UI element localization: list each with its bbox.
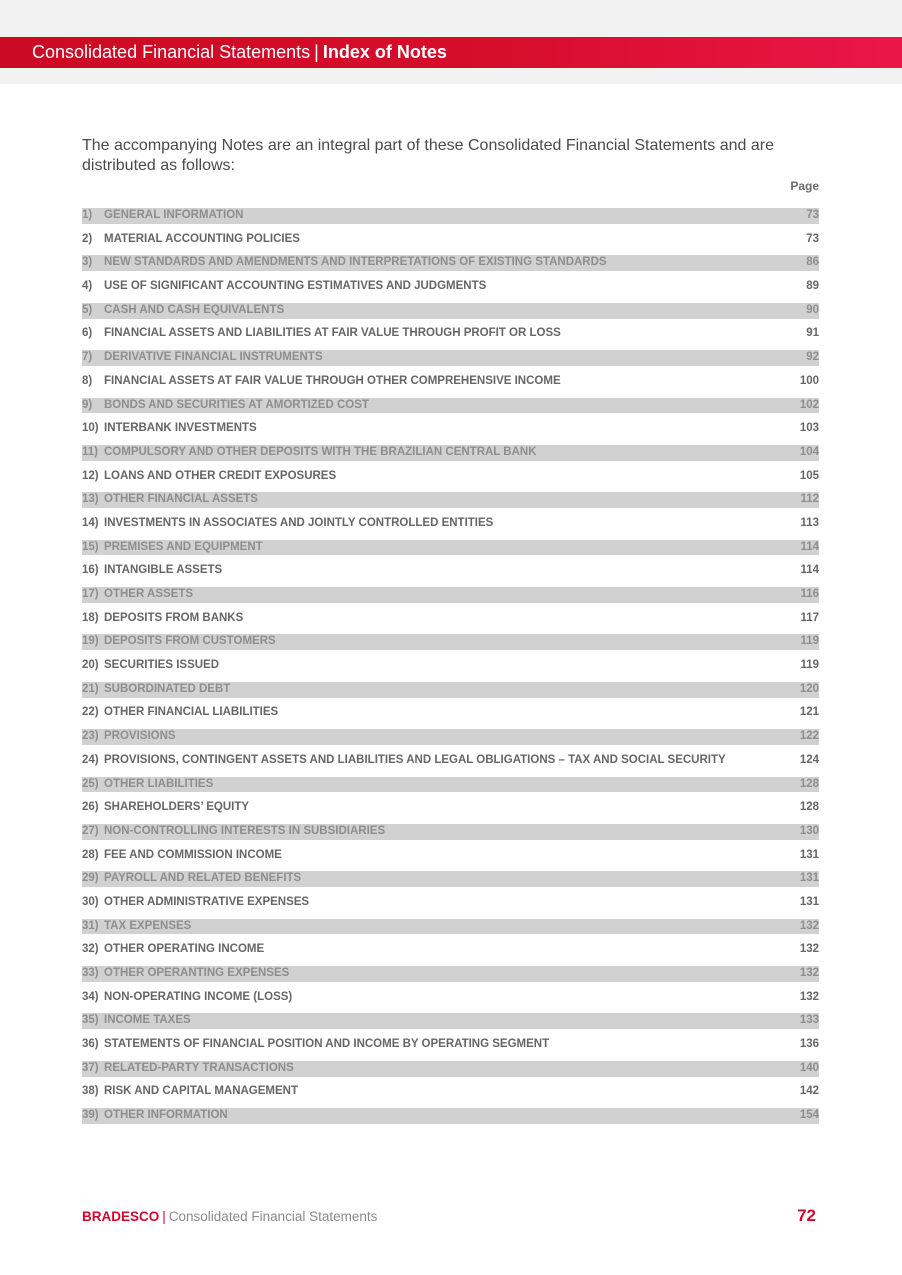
note-number: 13) [82, 493, 99, 506]
note-page: 116 [800, 588, 819, 600]
note-number: 30) [82, 895, 99, 908]
note-page: 132 [799, 967, 819, 979]
toc-row [82, 753, 819, 769]
note-title: MATERIAL ACCOUNTING POLICIES [104, 232, 300, 245]
note-number: 31) [82, 919, 99, 932]
note-title: NON-CONTROLLING INTERESTS IN SUBSIDIARIES [104, 824, 386, 837]
note-number: 17) [82, 588, 99, 600]
note-title: SECURITIES ISSUED [104, 659, 220, 672]
toc-row [82, 232, 819, 248]
note-number: 33) [82, 967, 99, 979]
note-page: 92 [806, 351, 819, 364]
note-title: INTANGIBLE ASSETS [104, 564, 223, 577]
note-number: 4) [82, 280, 93, 293]
toc-row [82, 492, 819, 508]
note-title: OTHER OPERATING INCOME [104, 943, 265, 956]
toc-row [82, 800, 819, 816]
toc-row [82, 705, 819, 721]
note-page: 128 [799, 777, 819, 790]
note-title: GENERAL INFORMATION [104, 209, 244, 221]
note-number: 34) [82, 990, 99, 1003]
note-title: DERIVATIVE FINANCIAL INSTRUMENTS [104, 351, 323, 364]
toc-row [82, 374, 819, 390]
note-title: PROVISIONS [104, 730, 176, 743]
note-title: OTHER LIABILITIES [104, 777, 214, 790]
toc-row [82, 777, 819, 793]
note-title: PREMISES AND EQUIPMENT [104, 540, 263, 553]
toc-row [82, 895, 819, 911]
toc-row [82, 208, 819, 224]
note-page: 104 [799, 445, 819, 458]
note-title: OTHER FINANCIAL LIABILITIES [104, 706, 279, 719]
toc-row [82, 421, 819, 437]
note-page: 105 [799, 469, 819, 482]
page-number: 72 [797, 1206, 816, 1225]
note-title: STATEMENTS OF FINANCIAL POSITION AND INCOME BY OPERATING SEGMENT [104, 1038, 550, 1051]
note-number: 35) [82, 1014, 99, 1027]
notes-index [82, 208, 819, 1132]
page-column-header: Page [790, 179, 819, 193]
note-title: PROVISIONS, CONTINGENT ASSETS AND LIABILITIES AND LEGAL OBLIGATIONS – TAX AND SOCIAL SECURITY [104, 753, 726, 766]
note-page: 86 [806, 256, 819, 269]
footer-separator: | [162, 1209, 166, 1224]
note-page: 89 [806, 280, 819, 293]
note-title: OTHER FINANCIAL ASSETS [104, 493, 258, 506]
note-page: 112 [800, 493, 819, 506]
note-page: 100 [799, 374, 819, 387]
note-page: 142 [799, 1085, 819, 1098]
note-number: 38) [82, 1085, 99, 1098]
toc-row [82, 1108, 819, 1124]
note-number: 16) [82, 564, 99, 577]
note-page: 73 [806, 209, 819, 221]
note-page: 113 [800, 516, 819, 529]
note-page: 119 [800, 659, 819, 672]
toc-row [82, 279, 819, 295]
note-page: 73 [806, 232, 819, 245]
note-title: INVESTMENTS IN ASSOCIATES AND JOINTLY CONTROLLED ENTITIES [104, 516, 494, 529]
note-page: 102 [799, 398, 819, 411]
note-number: 9) [82, 398, 93, 411]
toc-row [82, 1084, 819, 1100]
toc-row [82, 966, 819, 982]
note-title: SHAREHOLDERS’ EQUITY [104, 801, 250, 814]
note-page: 132 [799, 990, 819, 1003]
note-page: 114 [800, 540, 819, 553]
note-number: 1) [82, 209, 93, 221]
note-number: 22) [82, 706, 99, 719]
note-page: 90 [806, 303, 819, 316]
note-number: 15) [82, 540, 99, 553]
toc-row [82, 942, 819, 958]
toc-row [82, 303, 819, 319]
note-number: 39) [82, 1109, 99, 1122]
note-number: 23) [82, 730, 99, 743]
note-number: 21) [82, 682, 99, 695]
note-page: 132 [799, 943, 819, 956]
note-page: 119 [800, 635, 819, 648]
note-title: DEPOSITS FROM BANKS [104, 611, 244, 624]
note-number: 26) [82, 801, 99, 814]
toc-row [82, 398, 819, 414]
note-number: 28) [82, 848, 99, 861]
toc-row [82, 587, 819, 603]
note-title: PAYROLL AND RELATED BENEFITS [104, 872, 302, 885]
note-page: 122 [799, 730, 819, 743]
toc-row [82, 445, 819, 461]
note-page: 132 [799, 919, 819, 932]
note-page: 114 [800, 564, 819, 577]
note-number: 7) [82, 351, 93, 364]
toc-row [82, 1037, 819, 1053]
toc-row [82, 1061, 819, 1077]
note-page: 128 [799, 801, 819, 814]
toc-row [82, 563, 819, 579]
toc-row [82, 658, 819, 674]
note-number: 25) [82, 777, 99, 790]
note-title: CASH AND CASH EQUIVALENTS [104, 303, 285, 316]
note-page: 117 [800, 611, 819, 624]
note-page: 133 [799, 1014, 819, 1027]
note-title: FINANCIAL ASSETS AT FAIR VALUE THROUGH OTHER COMPREHENSIVE INCOME [104, 374, 561, 387]
note-number: 2) [82, 232, 93, 245]
note-title: FINANCIAL ASSETS AND LIABILITIES AT FAIR VALUE THROUGH PROFIT OR LOSS [104, 327, 561, 340]
note-page: 136 [799, 1038, 819, 1051]
toc-row [82, 255, 819, 271]
toc-row [82, 516, 819, 532]
note-number: 14) [82, 516, 99, 529]
note-number: 36) [82, 1038, 99, 1051]
toc-row [82, 729, 819, 745]
note-title: RELATED-PARTY TRANSACTIONS [104, 1061, 294, 1074]
toc-row [82, 1013, 819, 1029]
note-number: 11) [82, 445, 98, 458]
note-page: 140 [799, 1061, 819, 1074]
note-page: 131 [799, 848, 819, 861]
toc-row [82, 469, 819, 485]
note-page: 154 [799, 1109, 819, 1122]
note-page: 120 [799, 682, 819, 695]
toc-row [82, 682, 819, 698]
note-number: 8) [82, 374, 93, 387]
note-title: OTHER ASSETS [104, 588, 194, 600]
note-title: RISK AND CAPITAL MANAGEMENT [104, 1085, 299, 1098]
footer-title: Consolidated Financial Statements [168, 1209, 378, 1224]
page-title: Index of Notes [322, 42, 447, 62]
note-title: COMPULSORY AND OTHER DEPOSITS WITH THE BRAZILIAN CENTRAL BANK [104, 445, 537, 458]
footer [82, 1208, 377, 1226]
note-number: 5) [82, 303, 93, 316]
note-number: 32) [82, 943, 99, 956]
toc-row [82, 326, 819, 342]
toc-row [82, 350, 819, 366]
header-bar [0, 37, 902, 68]
note-title: NEW STANDARDS AND AMENDMENTS AND INTERPRETATIONS OF EXISTING STANDARDS [104, 256, 607, 269]
intro-text: The accompanying Notes are an integral part of these Consolidated Financial Statements and are distributed as follows: [82, 137, 774, 174]
note-title: OTHER ADMINISTRATIVE EXPENSES [104, 895, 310, 908]
toc-row [82, 611, 819, 627]
toc-row [82, 848, 819, 864]
note-page: 131 [799, 895, 819, 908]
note-number: 6) [82, 327, 93, 340]
toc-row [82, 871, 819, 887]
note-number: 10) [82, 422, 99, 435]
note-page: 131 [799, 872, 819, 885]
note-page: 121 [799, 706, 819, 719]
note-number: 3) [82, 256, 93, 269]
note-title: FEE AND COMMISSION INCOME [104, 848, 282, 861]
note-number: 27) [82, 824, 99, 837]
toc-row [82, 824, 819, 840]
note-number: 18) [82, 611, 99, 624]
note-page: 124 [799, 753, 819, 766]
note-title: INCOME TAXES [104, 1014, 191, 1027]
note-number: 12) [82, 469, 99, 482]
note-page: 103 [799, 422, 819, 435]
toc-row [82, 919, 819, 935]
header-separator: | [314, 42, 319, 62]
note-number: 29) [82, 872, 99, 885]
note-title: NON-OPERATING INCOME (LOSS) [104, 990, 293, 1003]
footer-brand: BRADESCO [82, 1209, 160, 1224]
note-number: 20) [82, 659, 99, 672]
header-section: Consolidated Financial Statements [32, 42, 311, 62]
toc-row [82, 990, 819, 1006]
note-title: USE OF SIGNIFICANT ACCOUNTING ESTIMATIVES AND JUDGMENTS [104, 280, 487, 293]
note-page: 130 [799, 824, 819, 837]
toc-row [82, 634, 819, 650]
note-number: 19) [82, 635, 99, 648]
note-number: 37) [82, 1061, 99, 1074]
note-title: TAX EXPENSES [104, 919, 192, 932]
note-title: BONDS AND SECURITIES AT AMORTIZED COST [104, 398, 369, 411]
note-title: OTHER INFORMATION [104, 1109, 228, 1122]
note-number: 24) [82, 753, 99, 766]
note-page: 91 [806, 327, 819, 340]
note-title: SUBORDINATED DEBT [104, 682, 231, 695]
note-title: DEPOSITS FROM CUSTOMERS [104, 635, 276, 648]
note-title: OTHER OPERANTING EXPENSES [104, 967, 290, 979]
toc-row [82, 540, 819, 556]
note-title: LOANS AND OTHER CREDIT EXPOSURES [104, 469, 337, 482]
note-title: INTERBANK INVESTMENTS [104, 422, 257, 435]
